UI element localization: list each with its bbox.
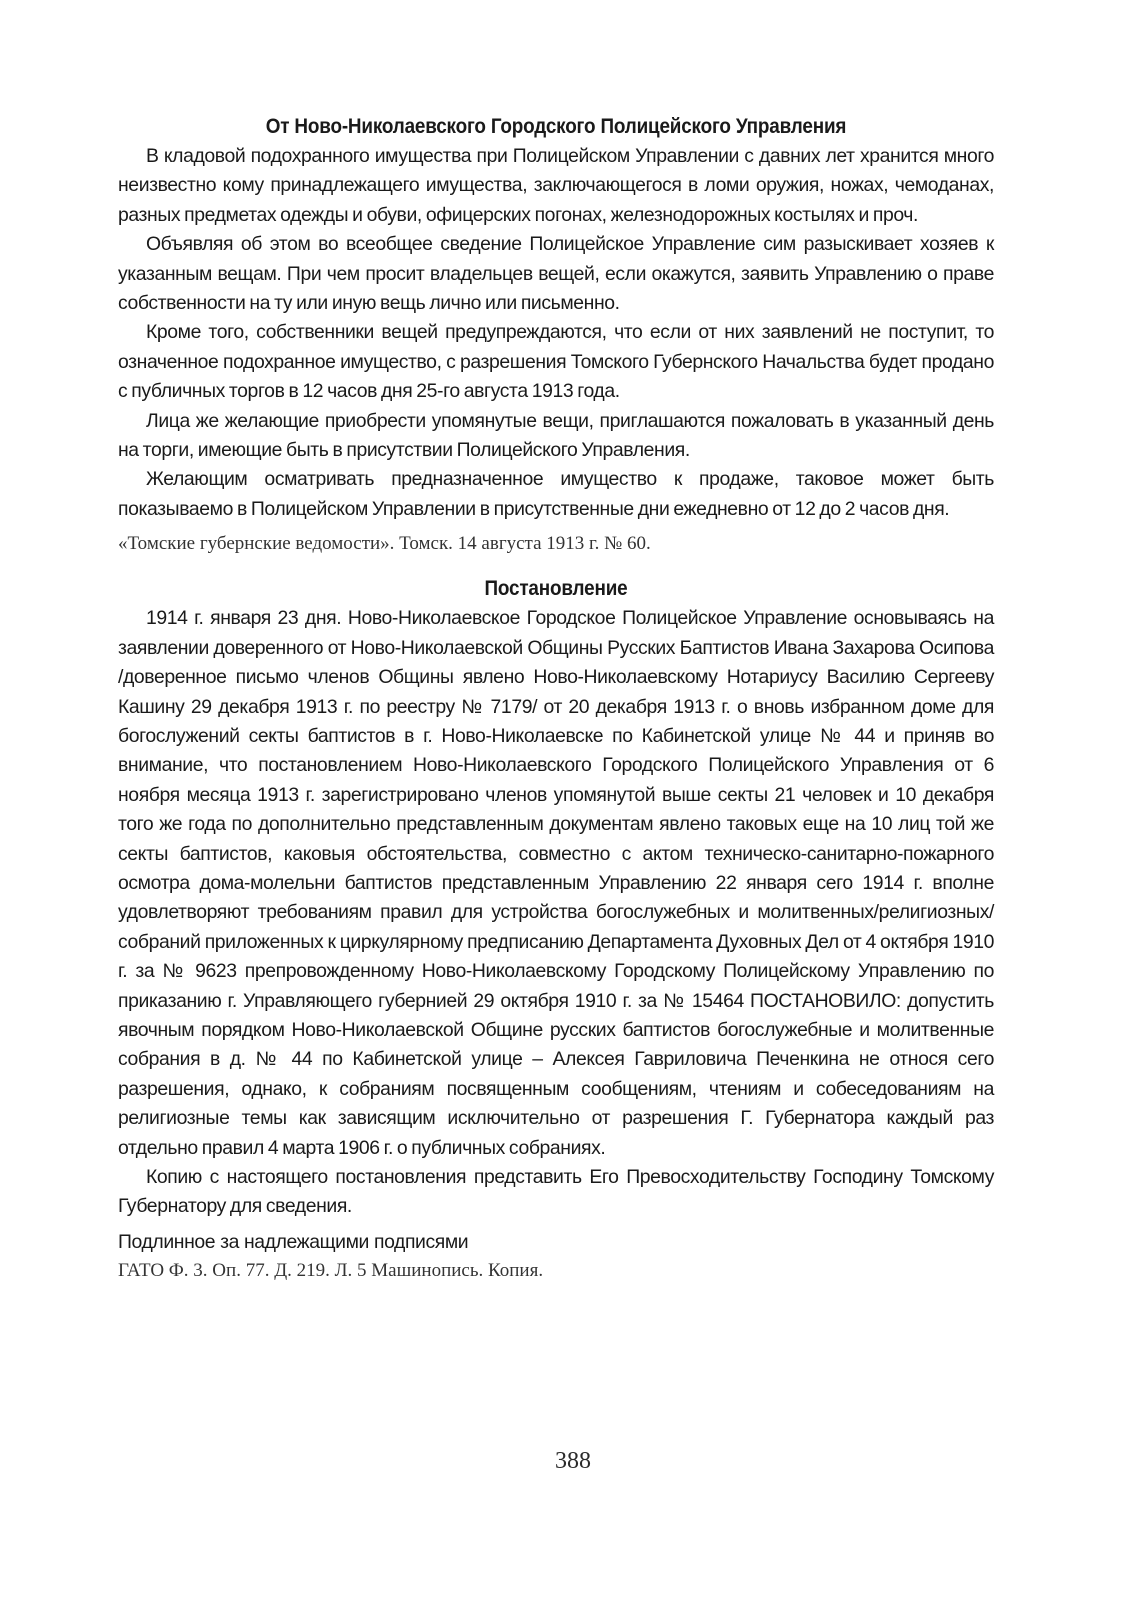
paragraph: В кладовой подохранного имущества при Полицейском Управлении с давних лет хранится много неизвестно кому принадлежащего имущества, заключающегося в ломи оружия, ножах, чемоданах, разных предметах одежды и обуви, офицерских погонах, железнодорожных костылях и проч.: [118, 145, 994, 226]
paragraph: 1914 г. января 23 дня. Ново-Николаевское Городское Полицейское Управление основываясь на заявлении доверенного от Ново-Николаевской Общины Русских Баптистов Ивана Захарова Осипова /доверенное письмо членов Общины явлено Ново-Николаевскому Нотариусу Василию Сергееву Кашину 29 декабря 1913 г. по реестру № 7179/ от 20 декабря 1913 г. о вновь избранном доме для богослужений секты баптистов в г. Ново-Николаевске по Кабинетской улице № 44 и приняв во внимание, что постановлением Ново-Николаевского Городского Полицейского Управления от 6 ноября месяца 1913 г. зарегистрировано членов упомянутой выше секты 21 человек и 10 декабря того же года по дополнительно представленным документам явлено таковых еще на 10 лиц той же секты баптистов, каковыя обстоятельства, совместно с актом техническо-санитарно-пожарного осмотра дома-молельни баптистов представленным Управлению 22 января сего 1914 г. вполне удовлетворяют требованиям правил для устройства богослужебных и молитвенных/религиозных/ собраний приложенных к циркулярному предписанию Департамента Духовных Дел от 4 октября 1910 г. за № 9623 препровожденному Ново-Николаевскому Городскому Полицейскому Управлению по приказанию г. Управляющего губернией 29 октября 1910 г. за № 15464 ПОСТАНОВИЛО: допустить явочным порядком Ново-Николаевской Общине русских баптистов богослужебные и молитвенные собрания в д. № 44 по Кабинетской улице – Алексея Гавриловича Печенкина не относя сего разрешения, однако, к собраниям посвященным сообщениям, чтениям и собеседованиям на религиозные темы как зависящим исключительно от разрешения Г. Губернатора каждый раз отдельно правил 4 марта 1906 г. о публичных собраниях.: [118, 607, 994, 1159]
section-heading-police-notice: От Ново-Николаевского Городского Полицейского Управления: [265, 115, 847, 138]
section-heading-resolution: Постановление: [484, 577, 628, 601]
paragraph: Кроме того, собственники вещей предупреждаются, что если от них заявлений не поступит, то означенное подохранное имущество, с разрешения Томского Губернского Начальства будет продано с публичных торгов в 12 часов дня 25-го августа 1913 года.: [118, 321, 994, 403]
paragraph: Желающим осматривать предназначенное имущество к продаже, таковое может быть показываемо в Полицейском Управлении в присутственные дни ежедневно от 12 до 2 часов дня.: [118, 468, 994, 520]
page-number: 388: [555, 1448, 591, 1474]
signature-note: Подлинное за надлежащими подписями: [118, 1230, 469, 1253]
source-citation: «Томские губернские ведомости». Томск. 14 августа 1913 г. № 60.: [118, 533, 651, 555]
paragraph: Копию с настоящего постановления представить Его Превосходительству Господину Томскому Губернатору для сведения.: [118, 1166, 994, 1218]
paragraph: Объявляя об этом во всеобщее сведение Полицейское Управление сим разыскивает хозяев к указанным вещам. При чем просит владельцев вещей, если окажутся, заявить Управлению о праве собственности на ту или иную вещь лично или письменно.: [118, 233, 994, 315]
page-content: [118, 112, 994, 1285]
paragraph: Лица же желающие приобрести упомянутые вещи, приглашаются пожаловать в указанный день на торги, имеющие быть в присутствии Полицейского Управления.: [118, 409, 994, 462]
archive-citation: ГАТО Ф. 3. Оп. 77. Д. 219. Л. 5 Машинопись. Копия.: [118, 1260, 544, 1282]
